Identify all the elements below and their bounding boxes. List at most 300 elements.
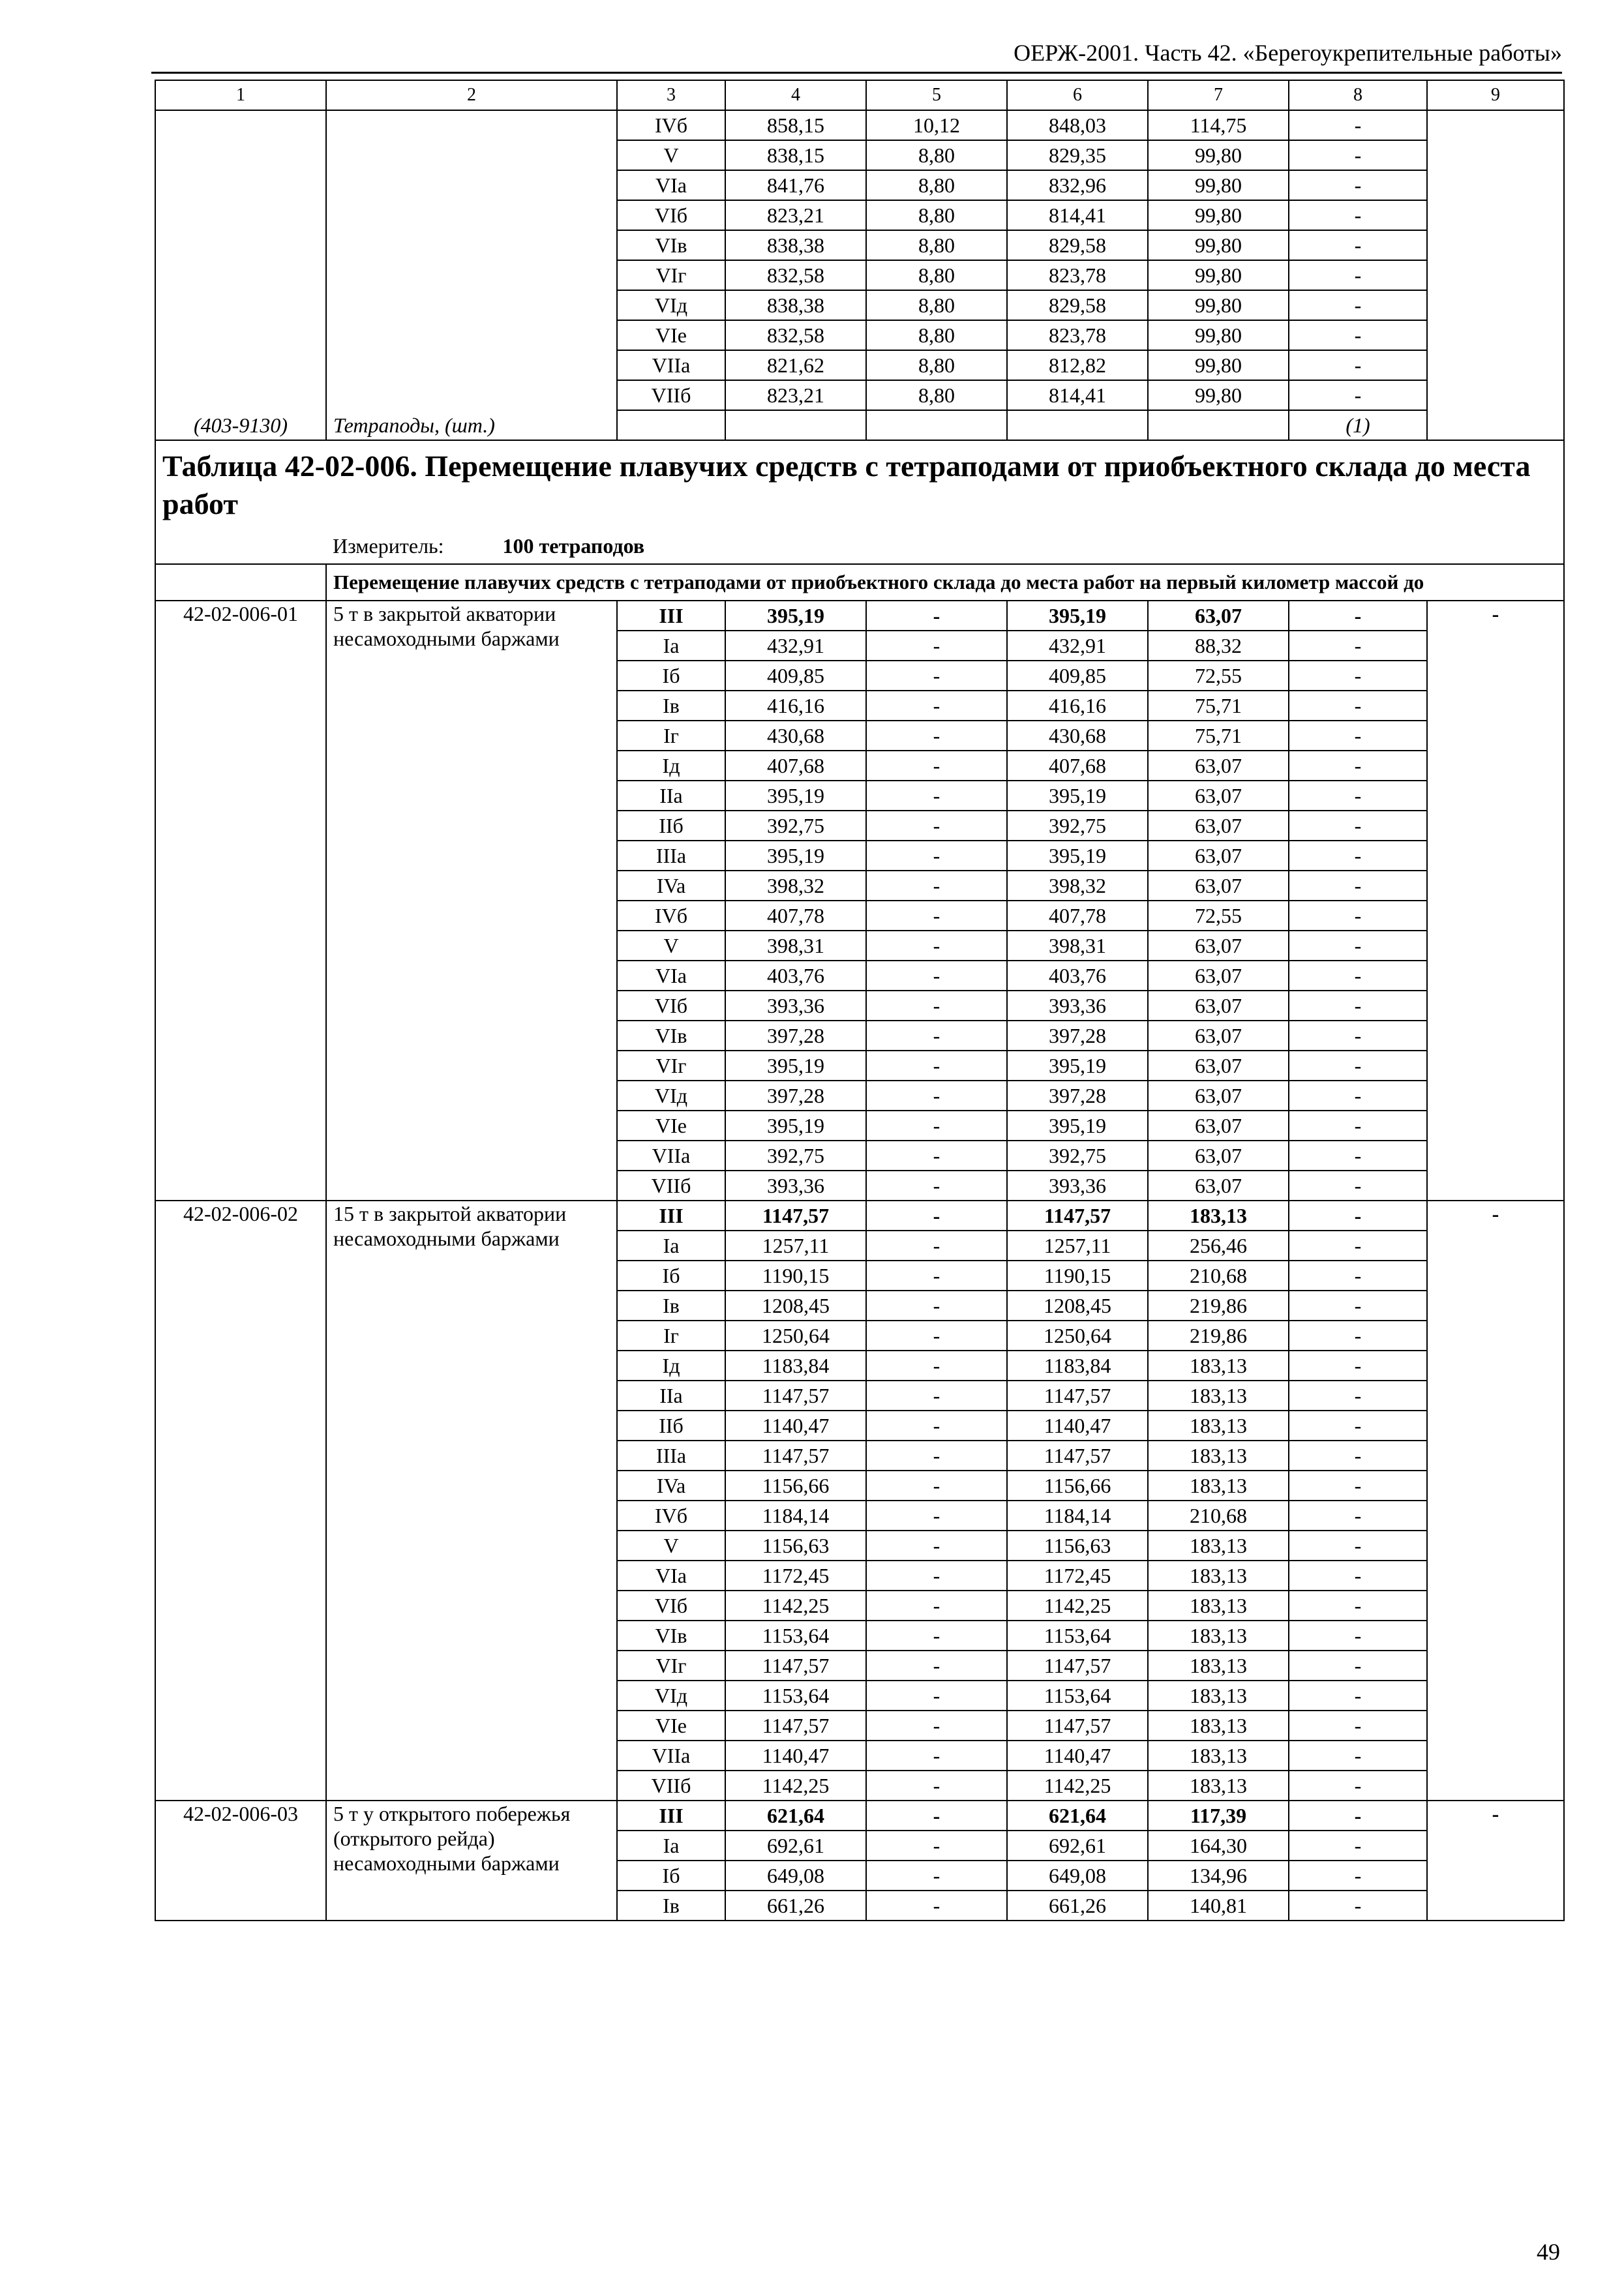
value-cell: -: [1289, 140, 1427, 170]
value-cell: 164,30: [1148, 1831, 1289, 1861]
column-number: 5: [866, 80, 1007, 110]
zone-cell: III: [617, 1201, 725, 1231]
zone-cell: Iб: [617, 661, 725, 691]
zone-cell: Iв: [617, 1891, 725, 1921]
value-cell: 63,07: [1148, 601, 1289, 631]
item-name: 15 т в закрытой акватории несамоходными баржами: [326, 1201, 617, 1801]
value-cell: -: [866, 1741, 1007, 1771]
value-cell: 183,13: [1148, 1441, 1289, 1471]
zone-cell: VIIa: [617, 1741, 725, 1771]
zone-cell: V: [617, 1531, 725, 1561]
value-cell: 75,71: [1148, 691, 1289, 721]
value-cell: 99,80: [1148, 320, 1289, 350]
value-cell: 430,68: [725, 721, 866, 751]
zone-cell: VIa: [617, 1561, 725, 1591]
value-cell: 183,13: [1148, 1351, 1289, 1381]
value-cell: 1153,64: [1007, 1681, 1148, 1711]
value-cell: 432,91: [1007, 631, 1148, 661]
value-cell: -: [1289, 901, 1427, 931]
value-cell: -: [1289, 1231, 1427, 1261]
material-empty-cell: [1148, 410, 1289, 440]
value-cell: 838,38: [725, 230, 866, 260]
value-cell: 183,13: [1148, 1711, 1289, 1741]
value-cell: -: [1289, 721, 1427, 751]
value-cell: -: [1289, 601, 1427, 631]
value-cell: 1142,25: [725, 1591, 866, 1621]
value-cell: 1142,25: [725, 1771, 866, 1801]
value-cell: -: [866, 1381, 1007, 1411]
table-row: [155, 601, 1564, 631]
value-cell: 99,80: [1148, 350, 1289, 380]
value-cell: 392,75: [1007, 811, 1148, 841]
value-cell: -: [866, 1561, 1007, 1591]
value-cell: -: [1289, 350, 1427, 380]
value-cell: 219,86: [1148, 1291, 1289, 1321]
value-cell: -: [866, 751, 1007, 781]
value-cell: -: [866, 1831, 1007, 1861]
value-cell: 821,62: [725, 350, 866, 380]
value-cell: 1257,11: [725, 1231, 866, 1261]
column-number: 1: [155, 80, 326, 110]
value-cell: -: [866, 1501, 1007, 1531]
value-cell: 398,32: [1007, 871, 1148, 901]
value-cell: -: [1289, 1111, 1427, 1141]
value-cell: 256,46: [1148, 1231, 1289, 1261]
value-cell: -: [866, 1411, 1007, 1441]
value-cell: 661,26: [725, 1891, 866, 1921]
value-cell: 8,80: [866, 140, 1007, 170]
column-number: 6: [1007, 80, 1148, 110]
value-cell: -: [866, 1531, 1007, 1561]
value-cell: 395,19: [1007, 1111, 1148, 1141]
zone-cell: VIa: [617, 170, 725, 200]
zone-cell: VIIб: [617, 1771, 725, 1801]
value-cell: 183,13: [1148, 1651, 1289, 1681]
value-cell: 395,19: [1007, 781, 1148, 811]
zone-cell: III: [617, 1801, 725, 1831]
value-cell: -: [866, 1651, 1007, 1681]
col9-cell-empty: [1427, 110, 1564, 440]
value-cell: -: [1289, 1441, 1427, 1471]
value-cell: 397,28: [1007, 1081, 1148, 1111]
zone-cell: VIe: [617, 320, 725, 350]
value-cell: 63,07: [1148, 751, 1289, 781]
value-cell: 395,19: [725, 781, 866, 811]
col9-cell: -: [1427, 601, 1564, 1201]
zone-cell: IVa: [617, 1471, 725, 1501]
value-cell: -: [1289, 931, 1427, 961]
value-cell: 1142,25: [1007, 1591, 1148, 1621]
value-cell: 692,61: [725, 1831, 866, 1861]
value-cell: -: [1289, 230, 1427, 260]
meter-cell: [326, 528, 1564, 564]
value-cell: -: [866, 991, 1007, 1021]
value-cell: 392,75: [725, 811, 866, 841]
value-cell: 1208,45: [725, 1291, 866, 1321]
value-cell: -: [1289, 1801, 1427, 1831]
value-cell: 397,28: [725, 1021, 866, 1051]
rates-table: [155, 80, 1565, 1921]
value-cell: 183,13: [1148, 1741, 1289, 1771]
value-cell: 63,07: [1148, 1051, 1289, 1081]
value-cell: 407,78: [1007, 901, 1148, 931]
value-cell: 832,58: [725, 260, 866, 290]
value-cell: -: [866, 961, 1007, 991]
value-cell: 63,07: [1148, 1171, 1289, 1201]
value-cell: 397,28: [1007, 1021, 1148, 1051]
value-cell: -: [866, 1231, 1007, 1261]
zone-cell: V: [617, 140, 725, 170]
value-cell: 812,82: [1007, 350, 1148, 380]
value-cell: 409,85: [725, 661, 866, 691]
value-cell: 395,19: [1007, 601, 1148, 631]
zone-cell: Iв: [617, 1291, 725, 1321]
material-code: (403-9130): [155, 410, 326, 440]
value-cell: 99,80: [1148, 290, 1289, 320]
material-empty-cell: [725, 410, 866, 440]
value-cell: 1140,47: [1007, 1411, 1148, 1441]
zone-cell: Iб: [617, 1261, 725, 1291]
value-cell: 8,80: [866, 200, 1007, 230]
value-cell: 621,64: [725, 1801, 866, 1831]
value-cell: -: [866, 1801, 1007, 1831]
col9-cell: -: [1427, 1201, 1564, 1801]
value-cell: 1147,57: [1007, 1711, 1148, 1741]
zone-cell: VIв: [617, 230, 725, 260]
value-cell: -: [1289, 1261, 1427, 1291]
value-cell: 8,80: [866, 320, 1007, 350]
zone-cell: VIд: [617, 1681, 725, 1711]
value-cell: 63,07: [1148, 1141, 1289, 1171]
value-cell: 393,36: [1007, 991, 1148, 1021]
item-code: 42-02-006-01: [155, 601, 326, 1201]
zone-cell: IVa: [617, 871, 725, 901]
value-cell: 183,13: [1148, 1561, 1289, 1591]
value-cell: 397,28: [725, 1081, 866, 1111]
value-cell: 841,76: [725, 170, 866, 200]
value-cell: -: [1289, 1081, 1427, 1111]
value-cell: 649,08: [1007, 1861, 1148, 1891]
value-cell: 117,39: [1148, 1801, 1289, 1831]
page-header-title: ОЕРЖ-2001. Часть 42. «Берегоукрепительные работы»: [1014, 40, 1562, 66]
value-cell: 63,07: [1148, 1081, 1289, 1111]
zone-cell: III: [617, 601, 725, 631]
value-cell: -: [866, 1081, 1007, 1111]
zone-cell: VIe: [617, 1711, 725, 1741]
value-cell: -: [866, 1141, 1007, 1171]
value-cell: -: [1289, 631, 1427, 661]
value-cell: -: [1289, 661, 1427, 691]
zone-cell: VIa: [617, 961, 725, 991]
zone-cell: Ia: [617, 1231, 725, 1261]
value-cell: -: [1289, 1681, 1427, 1711]
value-cell: 99,80: [1148, 170, 1289, 200]
value-cell: 829,35: [1007, 140, 1148, 170]
value-cell: 848,03: [1007, 110, 1148, 140]
value-cell: 140,81: [1148, 1891, 1289, 1921]
value-cell: 63,07: [1148, 961, 1289, 991]
value-cell: 1153,64: [725, 1621, 866, 1651]
value-cell: 183,13: [1148, 1411, 1289, 1441]
value-cell: 183,13: [1148, 1681, 1289, 1711]
value-cell: 1147,57: [725, 1711, 866, 1741]
value-cell: 395,19: [1007, 841, 1148, 871]
value-cell: -: [1289, 691, 1427, 721]
value-cell: -: [866, 1321, 1007, 1351]
value-cell: 63,07: [1148, 991, 1289, 1021]
zone-cell: VIг: [617, 1051, 725, 1081]
value-cell: 99,80: [1148, 380, 1289, 410]
zone-cell: VIб: [617, 991, 725, 1021]
value-cell: -: [866, 931, 1007, 961]
value-cell: 649,08: [725, 1861, 866, 1891]
value-cell: 1153,64: [725, 1681, 866, 1711]
value-cell: 398,31: [1007, 931, 1148, 961]
zone-cell: VIIб: [617, 380, 725, 410]
value-cell: 1147,57: [1007, 1201, 1148, 1231]
zone-cell: IVб: [617, 1501, 725, 1531]
value-cell: -: [866, 1441, 1007, 1471]
value-cell: -: [1289, 320, 1427, 350]
value-cell: 1208,45: [1007, 1291, 1148, 1321]
value-cell: -: [1289, 751, 1427, 781]
value-cell: -: [1289, 380, 1427, 410]
material-qty: (1): [1289, 410, 1427, 440]
value-cell: 114,75: [1148, 110, 1289, 140]
value-cell: -: [1289, 1621, 1427, 1651]
value-cell: -: [866, 1711, 1007, 1741]
value-cell: 1183,84: [1007, 1351, 1148, 1381]
value-cell: 416,16: [1007, 691, 1148, 721]
zone-cell: Ia: [617, 631, 725, 661]
value-cell: -: [866, 1051, 1007, 1081]
value-cell: 99,80: [1148, 230, 1289, 260]
value-cell: -: [866, 691, 1007, 721]
value-cell: -: [866, 1471, 1007, 1501]
value-cell: 183,13: [1148, 1201, 1289, 1231]
zone-cell: IIб: [617, 811, 725, 841]
value-cell: -: [866, 1681, 1007, 1711]
name-cell-empty: [326, 110, 617, 410]
group-title: Перемещение плавучих средств с тетраподами от приобъектного склада до места работ на первый километр массой до: [326, 564, 1564, 601]
value-cell: 403,76: [725, 961, 866, 991]
value-cell: -: [866, 601, 1007, 631]
value-cell: 210,68: [1148, 1501, 1289, 1531]
value-cell: -: [1289, 1381, 1427, 1411]
value-cell: 393,36: [725, 1171, 866, 1201]
zone-cell: VIг: [617, 1651, 725, 1681]
zone-cell: IIIa: [617, 1441, 725, 1471]
value-cell: 416,16: [725, 691, 866, 721]
value-cell: 63,07: [1148, 781, 1289, 811]
value-cell: -: [1289, 170, 1427, 200]
zone-cell: VIб: [617, 200, 725, 230]
value-cell: 823,78: [1007, 260, 1148, 290]
value-cell: -: [1289, 1531, 1427, 1561]
value-cell: 1147,57: [1007, 1381, 1148, 1411]
material-empty-cell: [617, 410, 725, 440]
value-cell: 692,61: [1007, 1831, 1148, 1861]
zone-cell: VIe: [617, 1111, 725, 1141]
value-cell: 814,41: [1007, 200, 1148, 230]
meter-value: 100 тетраподов: [502, 534, 645, 558]
value-cell: 1142,25: [1007, 1771, 1148, 1801]
table-title: Таблица 42-02-006. Перемещение плавучих средств с тетраподами от приобъектного склада до места работ: [155, 440, 1564, 528]
value-cell: 395,19: [1007, 1051, 1148, 1081]
value-cell: 8,80: [866, 170, 1007, 200]
value-cell: 829,58: [1007, 290, 1148, 320]
value-cell: 398,32: [725, 871, 866, 901]
material-empty-cell: [866, 410, 1007, 440]
value-cell: -: [1289, 290, 1427, 320]
value-cell: 75,71: [1148, 721, 1289, 751]
column-number: 3: [617, 80, 725, 110]
value-cell: 829,58: [1007, 230, 1148, 260]
value-cell: 1172,45: [1007, 1561, 1148, 1591]
value-cell: 407,68: [1007, 751, 1148, 781]
zone-cell: IIIa: [617, 841, 725, 871]
value-cell: 1147,57: [725, 1381, 866, 1411]
zone-cell: V: [617, 931, 725, 961]
value-cell: -: [1289, 1051, 1427, 1081]
value-cell: 183,13: [1148, 1621, 1289, 1651]
value-cell: 183,13: [1148, 1771, 1289, 1801]
value-cell: -: [866, 841, 1007, 871]
value-cell: -: [1289, 1561, 1427, 1591]
value-cell: 1190,15: [725, 1261, 866, 1291]
zone-cell: VIв: [617, 1621, 725, 1651]
value-cell: 838,15: [725, 140, 866, 170]
value-cell: 72,55: [1148, 661, 1289, 691]
meter-spacer: [155, 528, 326, 564]
value-cell: 8,80: [866, 350, 1007, 380]
value-cell: 1156,66: [725, 1471, 866, 1501]
value-cell: 1172,45: [725, 1561, 866, 1591]
value-cell: 838,38: [725, 290, 866, 320]
value-cell: -: [1289, 1201, 1427, 1231]
value-cell: 393,36: [1007, 1171, 1148, 1201]
value-cell: 1140,47: [725, 1741, 866, 1771]
column-number: 2: [326, 80, 617, 110]
value-cell: -: [866, 631, 1007, 661]
value-cell: -: [1289, 991, 1427, 1021]
table-title-row: [155, 440, 1564, 528]
value-cell: 1156,66: [1007, 1471, 1148, 1501]
value-cell: -: [1289, 1021, 1427, 1051]
value-cell: 134,96: [1148, 1861, 1289, 1891]
value-cell: 183,13: [1148, 1381, 1289, 1411]
value-cell: 1147,57: [725, 1441, 866, 1471]
value-cell: 832,96: [1007, 170, 1148, 200]
value-cell: -: [866, 871, 1007, 901]
value-cell: -: [866, 1771, 1007, 1801]
value-cell: 395,19: [725, 841, 866, 871]
value-cell: 823,78: [1007, 320, 1148, 350]
zone-cell: Iг: [617, 1321, 725, 1351]
value-cell: -: [866, 721, 1007, 751]
zone-cell: VIIa: [617, 1141, 725, 1171]
value-cell: -: [1289, 1351, 1427, 1381]
value-cell: 183,13: [1148, 1471, 1289, 1501]
column-number: 7: [1148, 80, 1289, 110]
value-cell: -: [1289, 1741, 1427, 1771]
value-cell: 63,07: [1148, 1111, 1289, 1141]
zone-cell: IIб: [617, 1411, 725, 1441]
value-cell: -: [866, 1021, 1007, 1051]
value-cell: 88,32: [1148, 631, 1289, 661]
value-cell: -: [866, 1201, 1007, 1231]
value-cell: 72,55: [1148, 901, 1289, 931]
value-cell: 99,80: [1148, 140, 1289, 170]
item-name: 5 т у открытого побережья (открытого рейда) несамоходными баржами: [326, 1801, 617, 1921]
table-row: [155, 1801, 1564, 1831]
value-cell: 1153,64: [1007, 1621, 1148, 1651]
zone-cell: Iв: [617, 691, 725, 721]
value-cell: -: [1289, 260, 1427, 290]
value-cell: 1184,14: [1007, 1501, 1148, 1531]
value-cell: -: [1289, 1471, 1427, 1501]
value-cell: 1156,63: [1007, 1531, 1148, 1561]
zone-cell: IVб: [617, 110, 725, 140]
value-cell: 99,80: [1148, 260, 1289, 290]
value-cell: 392,75: [1007, 1141, 1148, 1171]
value-cell: -: [1289, 200, 1427, 230]
value-cell: -: [1289, 781, 1427, 811]
zone-cell: VIд: [617, 290, 725, 320]
value-cell: -: [1289, 1501, 1427, 1531]
value-cell: -: [1289, 1651, 1427, 1681]
zone-cell: IIa: [617, 781, 725, 811]
value-cell: 210,68: [1148, 1261, 1289, 1291]
zone-cell: Ia: [617, 1831, 725, 1861]
value-cell: 814,41: [1007, 380, 1148, 410]
item-code: 42-02-006-02: [155, 1201, 326, 1801]
zone-cell: Iд: [617, 1351, 725, 1381]
column-number-row: [155, 80, 1564, 110]
value-cell: -: [866, 1861, 1007, 1891]
value-cell: 63,07: [1148, 1021, 1289, 1051]
value-cell: 8,80: [866, 260, 1007, 290]
value-cell: 8,80: [866, 290, 1007, 320]
value-cell: 823,21: [725, 200, 866, 230]
value-cell: -: [1289, 1711, 1427, 1741]
zone-cell: VIб: [617, 1591, 725, 1621]
value-cell: 1147,57: [725, 1651, 866, 1681]
value-cell: 407,68: [725, 751, 866, 781]
zone-cell: IIa: [617, 1381, 725, 1411]
value-cell: -: [1289, 841, 1427, 871]
value-cell: 219,86: [1148, 1321, 1289, 1351]
value-cell: 1147,57: [1007, 1651, 1148, 1681]
value-cell: 832,58: [725, 320, 866, 350]
value-cell: -: [1289, 1141, 1427, 1171]
material-row: [155, 410, 1564, 440]
group-title-row: [155, 564, 1564, 601]
value-cell: -: [866, 1111, 1007, 1141]
value-cell: 1250,64: [1007, 1321, 1148, 1351]
value-cell: 99,80: [1148, 200, 1289, 230]
value-cell: 395,19: [725, 1111, 866, 1141]
value-cell: -: [866, 1891, 1007, 1921]
value-cell: 1184,14: [725, 1501, 866, 1531]
value-cell: 409,85: [1007, 661, 1148, 691]
value-cell: 395,19: [725, 601, 866, 631]
value-cell: -: [1289, 110, 1427, 140]
value-cell: -: [1289, 1891, 1427, 1921]
value-cell: 183,13: [1148, 1591, 1289, 1621]
value-cell: -: [1289, 1321, 1427, 1351]
value-cell: -: [866, 901, 1007, 931]
